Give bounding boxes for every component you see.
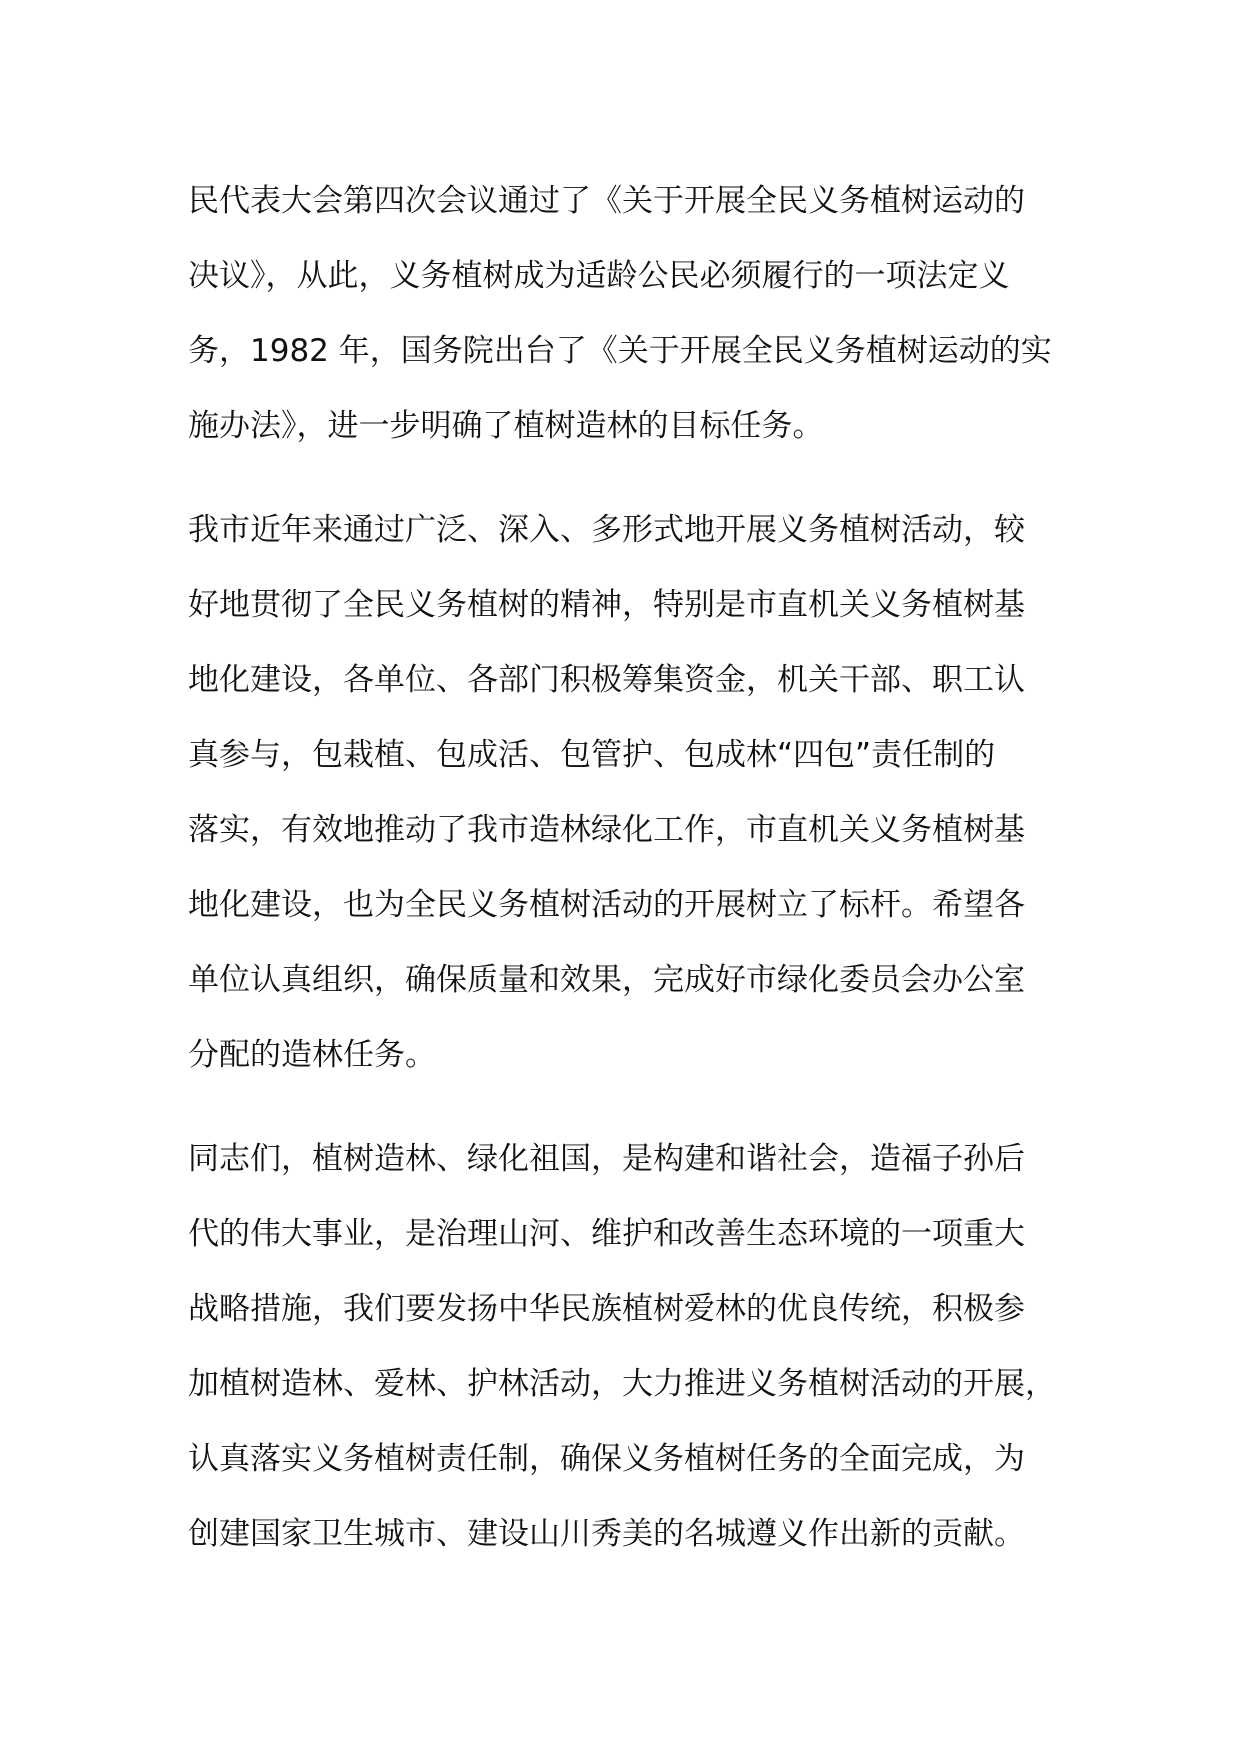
text-line: 我市近年来通过广泛、深入、多形式地开展义务植树活动，较 bbox=[188, 512, 1025, 548]
paragraph-2 bbox=[188, 493, 1088, 1093]
text-line: 民代表大会第四次会议通过了《关于开展全民义务植树运动的 bbox=[188, 183, 1025, 219]
text-line: 务，1982 年，国务院出台了《关于开展全民义务植树运动的实 bbox=[188, 333, 1052, 369]
text-line: 单位认真组织，确保质量和效果，完成好市绿化委员会办公室 bbox=[188, 962, 1025, 998]
paragraph-3 bbox=[188, 1122, 1088, 1572]
text-line: 地化建设，也为全民义务植树活动的开展树立了标杆。希望各 bbox=[188, 887, 1025, 923]
text-line: 同志们，植树造林、绿化祖国，是构建和谐社会，造福子孙后 bbox=[188, 1141, 1025, 1177]
text-line: 战略措施，我们要发扬中华民族植树爱林的优良传统，积极参 bbox=[188, 1291, 1025, 1327]
text-line: 分配的造林任务。 bbox=[188, 1037, 436, 1073]
text-line: 认真落实义务植树责任制，确保义务植树任务的全面完成，为 bbox=[188, 1441, 1025, 1477]
text-line: 决议》，从此，义务植树成为适龄公民必须履行的一项法定义 bbox=[188, 258, 1010, 294]
paragraph-1 bbox=[188, 164, 1088, 464]
text-line: 创建国家卫生城市、建设山川秀美的名城遵义作出新的贡献。 bbox=[188, 1516, 1025, 1552]
text-line: 施办法》，进一步明确了植树造林的目标任务。 bbox=[188, 408, 824, 444]
text-line: 地化建设，各单位、各部门积极筹集资金，机关干部、职工认 bbox=[188, 662, 1025, 698]
text-line: 代的伟大事业，是治理山河、维护和改善生态环境的一项重大 bbox=[188, 1216, 1025, 1252]
document-body bbox=[188, 164, 1088, 1601]
text-line: 落实，有效地推动了我市造林绿化工作，市直机关义务植树基 bbox=[188, 812, 1025, 848]
text-line: 加植树造林、爱林、护林活动，大力推进义务植树活动的开展， bbox=[188, 1366, 1056, 1402]
text-line: 真参与，包栽植、包成活、包管护、包成林“四包”责任制的 bbox=[188, 737, 996, 773]
text-line: 好地贯彻了全民义务植树的精神，特别是市直机关义务植树基 bbox=[188, 587, 1025, 623]
